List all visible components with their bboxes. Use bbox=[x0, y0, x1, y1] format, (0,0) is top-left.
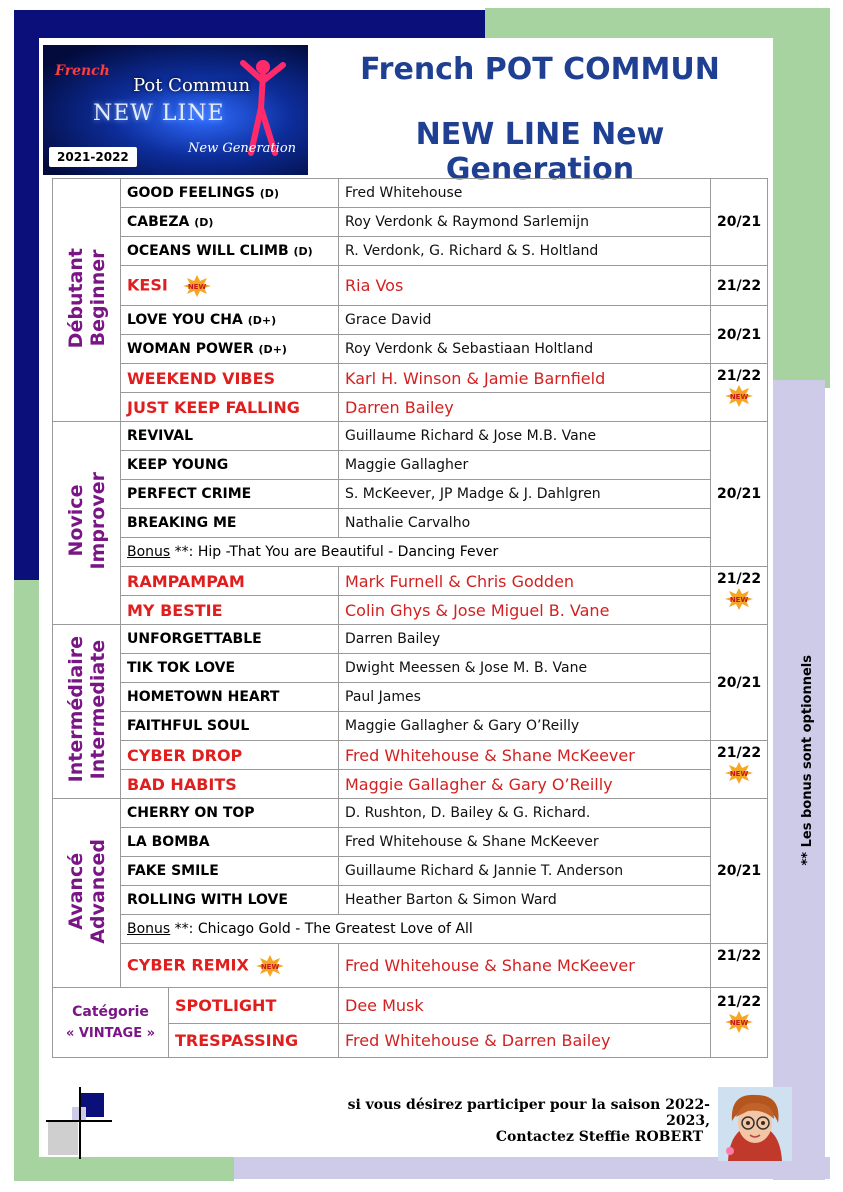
choreographer: Guillaume Richard & Jose M.B. Vane bbox=[339, 422, 711, 451]
dance-name: OCEANS WILL CLIMB (D) bbox=[121, 237, 339, 266]
season-year-new: 21/22 NEW bbox=[711, 741, 768, 799]
choreographer: Heather Barton & Simon Ward bbox=[339, 886, 711, 915]
table-row bbox=[53, 335, 768, 364]
season-year: 21/22 bbox=[711, 266, 768, 306]
category-improver: Novice Improver bbox=[53, 422, 121, 625]
choreographer: Roy Verdonk & Raymond Sarlemijn bbox=[339, 208, 711, 237]
table-row bbox=[53, 770, 768, 799]
category-beginner: Débutant Beginner bbox=[53, 179, 121, 422]
choreographer: Fred Whitehouse & Darren Bailey bbox=[339, 1024, 711, 1058]
dance-name: TIK TOK LOVE bbox=[121, 654, 339, 683]
table-row bbox=[53, 208, 768, 237]
choreographer: Mark Furnell & Chris Godden bbox=[339, 567, 711, 596]
season-year: 20/21 bbox=[711, 179, 768, 266]
table-row bbox=[53, 683, 768, 712]
dance-name: PERFECT CRIME bbox=[121, 480, 339, 509]
border-green-bottom bbox=[14, 1157, 234, 1181]
logo-french-text: French bbox=[55, 63, 110, 79]
border-green-left bbox=[14, 580, 39, 1180]
table-row bbox=[53, 625, 768, 654]
dance-name: UNFORGETTABLE bbox=[121, 625, 339, 654]
dance-name: CABEZA (D) bbox=[121, 208, 339, 237]
svg-text:NEW: NEW bbox=[729, 596, 749, 604]
season-year-new: 21/22 NEW bbox=[711, 364, 768, 422]
logo-newline-text: NEW LINE bbox=[93, 101, 225, 126]
table-row bbox=[53, 988, 768, 1024]
bonus-row bbox=[53, 538, 768, 567]
corner-decoration bbox=[46, 1087, 112, 1159]
choreographer: Karl H. Winson & Jamie Barnfield bbox=[339, 364, 711, 393]
choreographer: Darren Bailey bbox=[339, 393, 711, 422]
choreographer: R. Verdonk, G. Richard & S. Holtland bbox=[339, 237, 711, 266]
table-row bbox=[53, 857, 768, 886]
border-green-right bbox=[773, 8, 830, 388]
dance-name: CHERRY ON TOP bbox=[121, 799, 339, 828]
category-vintage: Catégorie « VINTAGE » bbox=[53, 988, 169, 1058]
dance-name: GOOD FEELINGS (D) bbox=[121, 179, 339, 208]
table-row bbox=[53, 480, 768, 509]
choreographer: Ria Vos bbox=[339, 266, 711, 306]
dance-name: ROLLING WITH LOVE bbox=[121, 886, 339, 915]
dance-list-table bbox=[52, 178, 768, 1058]
logo-newgen-text: New Generation bbox=[188, 141, 297, 156]
svg-text:NEW: NEW bbox=[729, 1019, 749, 1027]
new-badge-icon bbox=[256, 954, 284, 978]
dance-name: WOMAN POWER (D+) bbox=[121, 335, 339, 364]
choreographer: Roy Verdonk & Sebastiaan Holtland bbox=[339, 335, 711, 364]
new-badge-icon bbox=[725, 587, 753, 611]
choreographer: Fred Whitehouse & Shane McKeever bbox=[339, 828, 711, 857]
dance-name: CYBER DROP bbox=[121, 741, 339, 770]
choreographer: Nathalie Carvalho bbox=[339, 509, 711, 538]
dance-name: SPOTLIGHT bbox=[169, 988, 339, 1024]
page-title: French POT COMMUN bbox=[360, 52, 720, 87]
choreographer: S. McKeever, JP Madge & J. Dahlgren bbox=[339, 480, 711, 509]
dance-name: WEEKEND VIBES bbox=[121, 364, 339, 393]
season-year: 20/21 bbox=[711, 422, 768, 567]
choreographer: Maggie Gallagher & Gary O’Reilly bbox=[339, 712, 711, 741]
table-row bbox=[53, 509, 768, 538]
border-lavender-right bbox=[773, 380, 825, 1180]
table-row bbox=[53, 654, 768, 683]
svg-text:NEW: NEW bbox=[729, 393, 749, 401]
dance-name: REVIVAL bbox=[121, 422, 339, 451]
choreographer: Dwight Meessen & Jose M. B. Vane bbox=[339, 654, 711, 683]
choreographer: Colin Ghys & Jose Miguel B. Vane bbox=[339, 596, 711, 625]
choreographer: Dee Musk bbox=[339, 988, 711, 1024]
choreographer: D. Rushton, D. Bailey & G. Richard. bbox=[339, 799, 711, 828]
choreographer: Fred Whitehouse & Shane McKeever bbox=[339, 741, 711, 770]
choreographer: Fred Whitehouse bbox=[339, 179, 711, 208]
season-year: 20/21 bbox=[711, 306, 768, 364]
table-row bbox=[53, 799, 768, 828]
dance-name: FAITHFUL SOUL bbox=[121, 712, 339, 741]
footer-participation-text: si vous désirez participer pour la saison 2022-2023, bbox=[347, 1097, 710, 1129]
logo-pot-text: Pot Commun bbox=[133, 75, 251, 96]
page-subtitle: NEW LINE New Generation bbox=[415, 117, 665, 187]
table-row bbox=[53, 596, 768, 625]
avatar-illustration bbox=[718, 1087, 792, 1161]
table-row bbox=[53, 422, 768, 451]
svg-text:NEW: NEW bbox=[729, 770, 749, 778]
season-year-new: 21/22 NEW bbox=[711, 567, 768, 625]
table-row bbox=[53, 393, 768, 422]
bonus-row bbox=[53, 915, 768, 944]
bonus-text: Bonus **: Chicago Gold - The Greatest Love of All bbox=[121, 915, 711, 944]
choreographer: Grace David bbox=[339, 306, 711, 335]
table-row bbox=[53, 741, 768, 770]
dance-name: TRESPASSING bbox=[169, 1024, 339, 1058]
table-row bbox=[53, 712, 768, 741]
contact-avatar bbox=[718, 1087, 792, 1161]
optional-bonus-note: ** Les bonus sont optionnels bbox=[800, 655, 815, 866]
new-badge-icon bbox=[183, 275, 211, 297]
table-row bbox=[53, 567, 768, 596]
table-row bbox=[53, 451, 768, 480]
table-row bbox=[53, 364, 768, 393]
table-row bbox=[53, 944, 768, 988]
new-badge-icon bbox=[725, 761, 753, 785]
dance-name: CYBER REMIX NEW bbox=[121, 944, 339, 988]
dance-name: HOMETOWN HEART bbox=[121, 683, 339, 712]
dance-name: RAMPAMPAM bbox=[121, 567, 339, 596]
new-badge-icon bbox=[725, 384, 753, 408]
footer-contact-text: Contactez Steffie ROBERT bbox=[495, 1129, 703, 1145]
dance-name: KEEP YOUNG bbox=[121, 451, 339, 480]
svg-text:NEW: NEW bbox=[261, 962, 280, 971]
table-row bbox=[53, 179, 768, 208]
table-row bbox=[53, 828, 768, 857]
table-row bbox=[53, 266, 768, 306]
event-logo bbox=[43, 45, 308, 175]
season-year: 20/21 bbox=[711, 799, 768, 944]
choreographer: Maggie Gallagher bbox=[339, 451, 711, 480]
dance-name: MY BESTIE bbox=[121, 596, 339, 625]
table-row bbox=[53, 237, 768, 266]
dance-name: JUST KEEP FALLING bbox=[121, 393, 339, 422]
choreographer: Fred Whitehouse & Shane McKeever bbox=[339, 944, 711, 988]
dance-name: KESI NEW bbox=[121, 266, 339, 306]
category-advanced: Avancé Advanced bbox=[53, 799, 121, 988]
season-year: 21/22 bbox=[711, 944, 768, 988]
season-year-new: 21/22 NEW bbox=[711, 988, 768, 1058]
dance-name: FAKE SMILE bbox=[121, 857, 339, 886]
svg-text:NEW: NEW bbox=[188, 282, 207, 291]
dance-name: BAD HABITS bbox=[121, 770, 339, 799]
table-row bbox=[53, 306, 768, 335]
dance-name: BREAKING ME bbox=[121, 509, 339, 538]
choreographer: Maggie Gallagher & Gary O’Reilly bbox=[339, 770, 711, 799]
table-row bbox=[53, 886, 768, 915]
choreographer: Paul James bbox=[339, 683, 711, 712]
choreographer: Darren Bailey bbox=[339, 625, 711, 654]
dance-name: LA BOMBA bbox=[121, 828, 339, 857]
new-badge-icon bbox=[725, 1010, 753, 1034]
dance-name: LOVE YOU CHA (D+) bbox=[121, 306, 339, 335]
choreographer: Guillaume Richard & Jannie T. Anderson bbox=[339, 857, 711, 886]
season-year: 20/21 bbox=[711, 625, 768, 741]
category-intermediate: Intermédiaire Intermediate bbox=[53, 625, 121, 799]
season-badge: 2021-2022 bbox=[49, 147, 137, 167]
bonus-text: Bonus **: Hip -That You are Beautiful - Dancing Fever bbox=[121, 538, 711, 567]
